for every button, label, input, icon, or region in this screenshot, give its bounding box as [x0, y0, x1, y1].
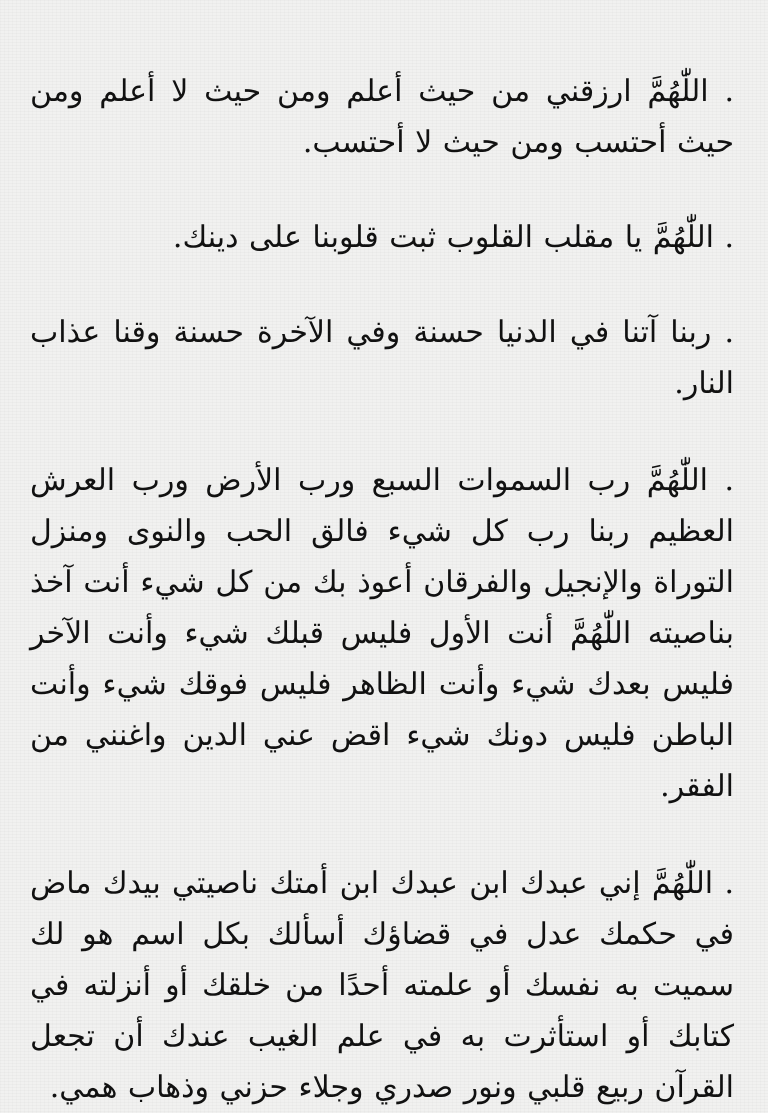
dua-paragraph-steadfast-heart: . اللّٰهُمَّ يا مقلب القلوب ثبت قلوبنا على دينك.	[172, 220, 734, 255]
dua-paragraph-dunya-akhira: . ربنا آتنا في الدنيا حسنة وفي الآخرة حسنة وقنا عذاب النار.	[30, 315, 734, 401]
dua-paragraph-lord-of-heavens: . اللّٰهُمَّ رب السموات السبع ورب الأرض ورب العرش العظيم ربنا رب كل شيء فالق الحب والنوى ومنزل التوراة والإنجيل والفرقان أعوذ بك من كل شيء أنت آخذ بناصيته اللّٰهُمَّ أنت الأول فليس قبلك شيء وأنت الآخر فليس بعدك شيء وأنت الظاهر فليس فوقك شيء وأنت الباطن فليس دونك شيء اقض عني الدين واغنني من الفقر.	[30, 463, 734, 804]
dua-paragraph-provision: . اللّٰهُمَّ ارزقني من حيث أعلم ومن حيث لا أعلم ومن حيث أحتسب ومن حيث لا أحتسب.	[30, 74, 734, 160]
dua-paragraph-grief-relief: . اللّٰهُمَّ إني عبدك ابن عبدك ابن أمتك ناصيتي بيدك ماض في حكمك عدل في قضاؤك أسألك بكل اسم هو لك سميت به نفسك أو علمته أحدًا من خلقك أو أنزلته في كتابك أو استأثرت به في علم الغيب عندك أن تجعل القرآن ربيع قلبي ونور صدري وجلاء حزني وذهاب همي.	[30, 866, 734, 1105]
